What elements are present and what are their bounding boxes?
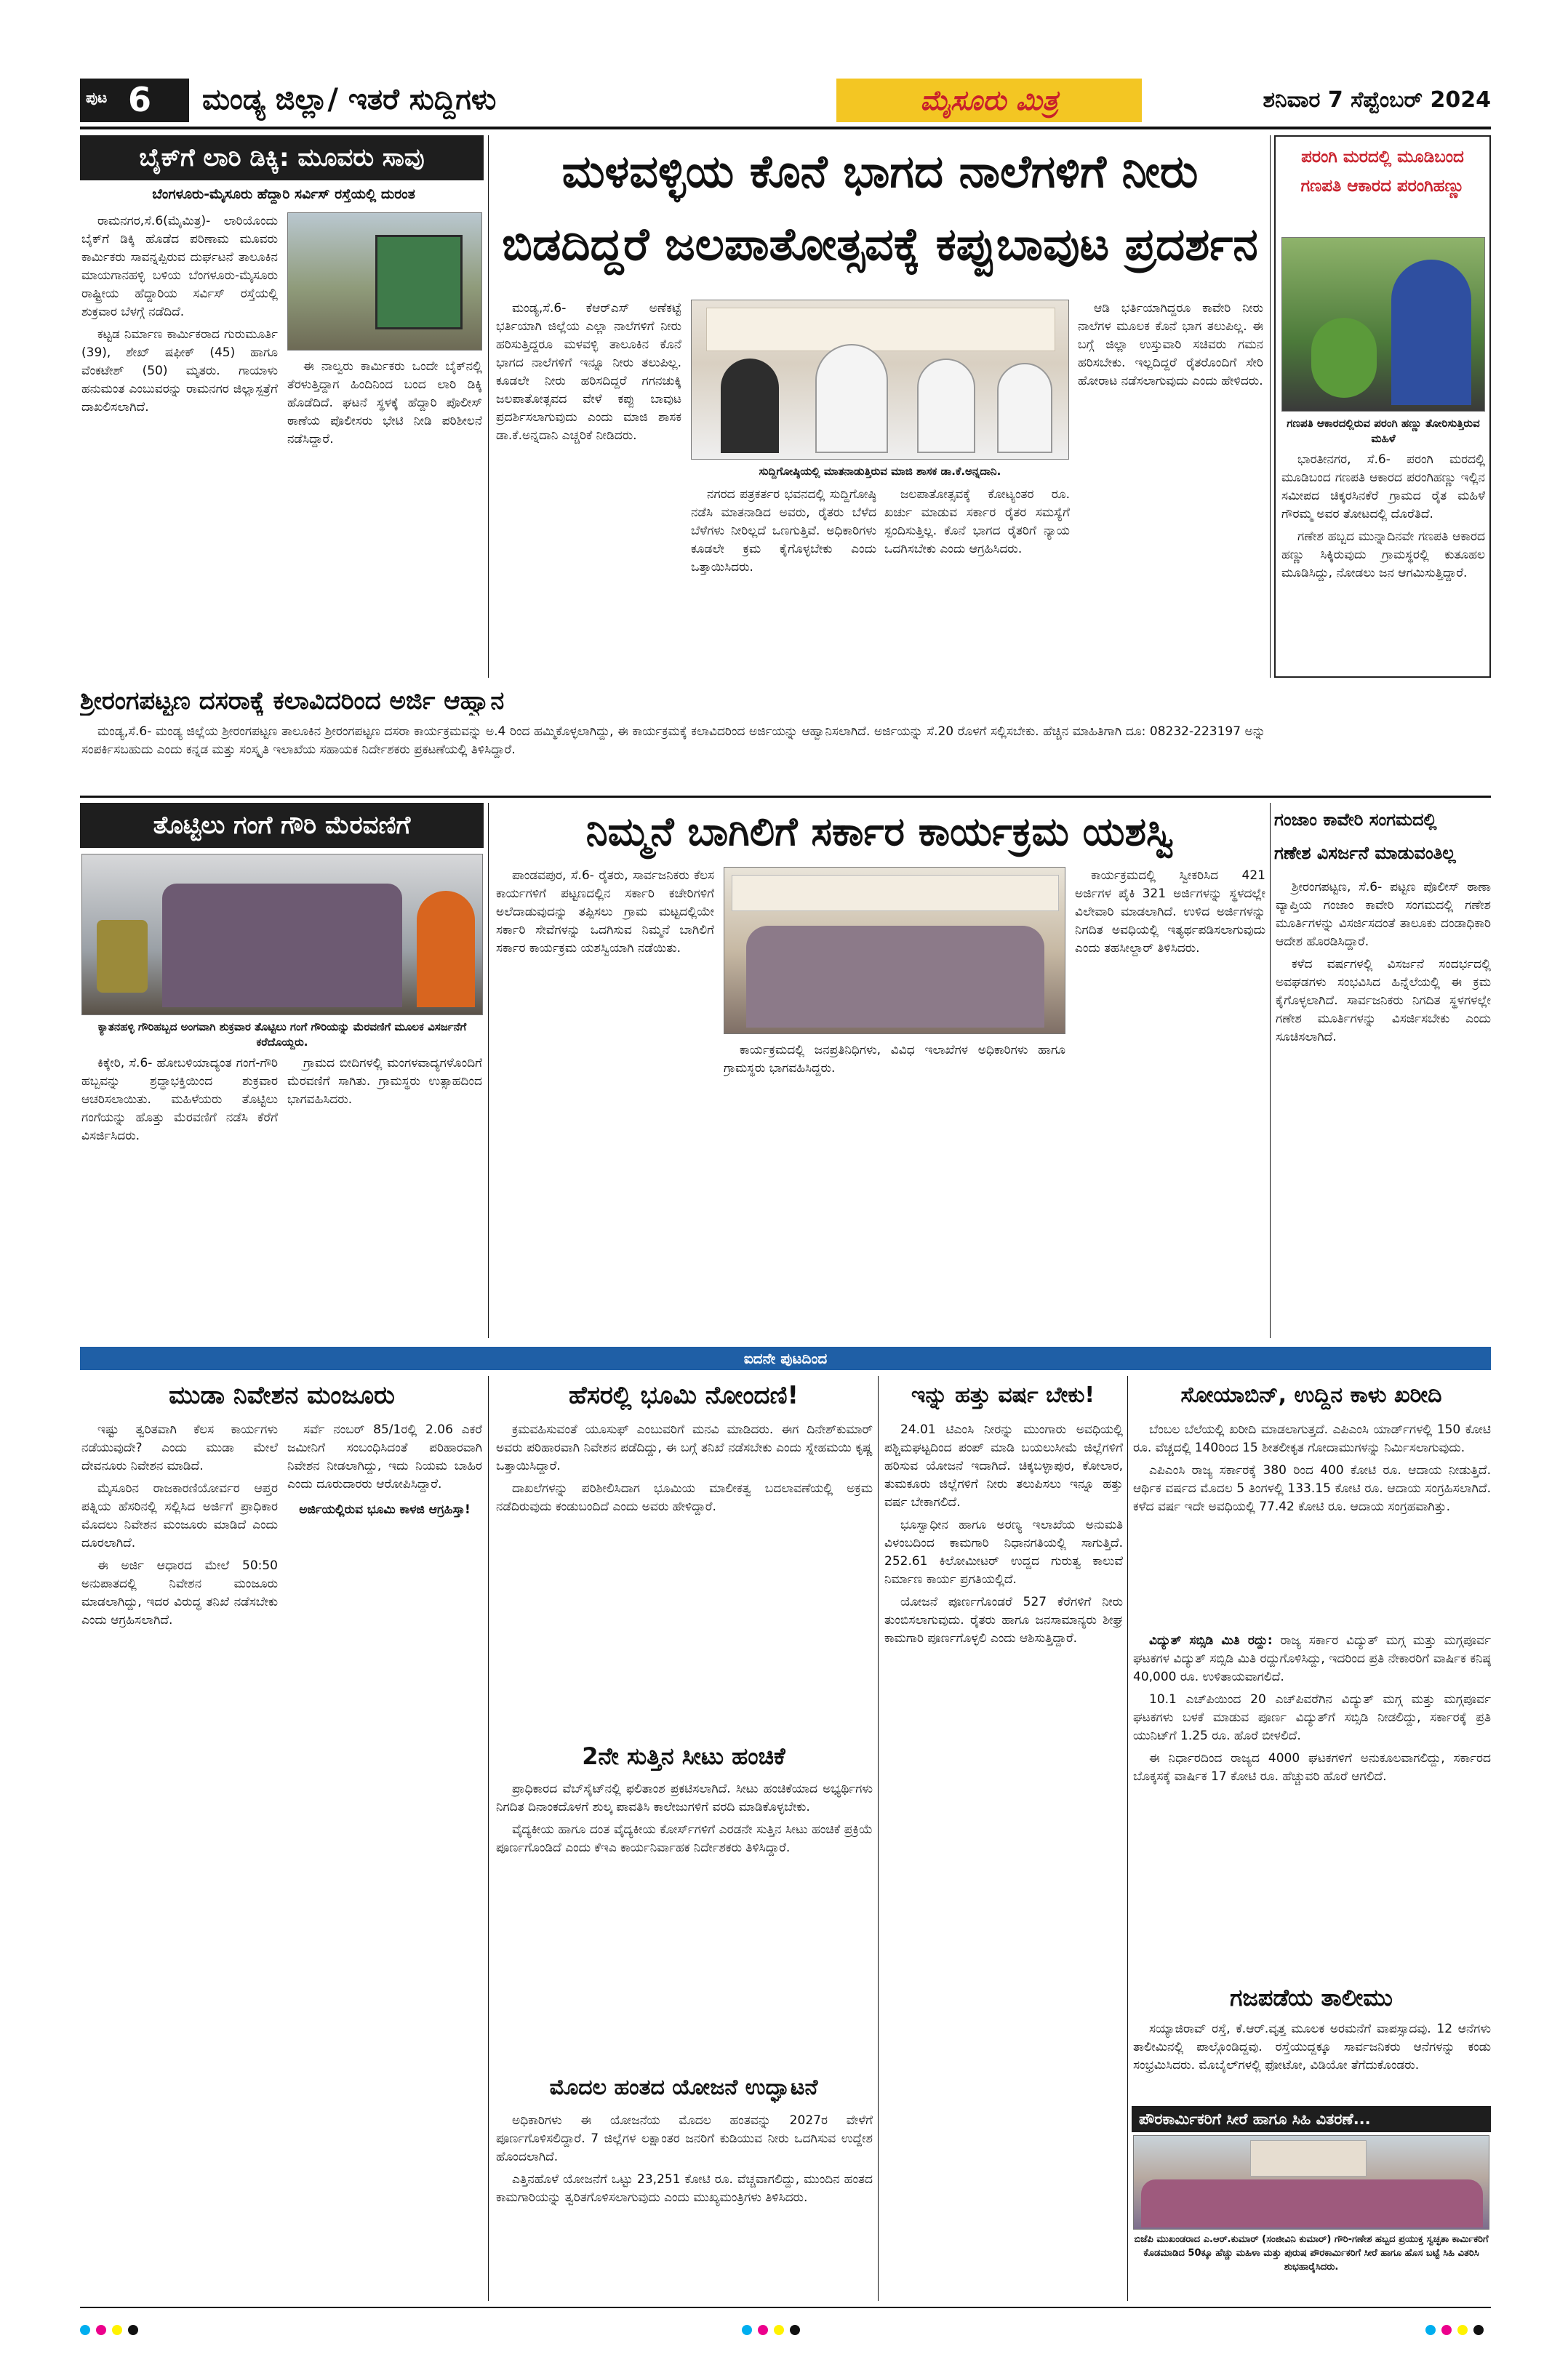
sarkara-banner-shape bbox=[732, 875, 1059, 911]
yojane-headline: ಮೊದಲ ಹಂತದ ಯೋಜನೆ ಉದ್ಘಾಟನೆ bbox=[549, 2075, 818, 2100]
gajapade-body: ಸಯ್ಯಾಜಿರಾವ್ ರಸ್ತೆ, ಕೆ.ಆರ್.ವೃತ್ತ ಮೂಲಕ ಅರಮನೆಗೆ ವಾಪಸ್ಸಾದವು. 12 ಆನೆಗಳು ತಾಲೀಮಿನಲ್ಲಿ ಪಾಲ್ಗೊಂಡಿದ್ದವು. ರಸ್ತೆಯುದ್ದಕ್ಕೂ ಸಾರ್ವಜನಿಕರು ಆನೆಗಳನ್ನು ಕಂಡು ಸಂಭ್ರಮಿಸಿದರು. ಮೊಬೈಲ್‌ಗಳಲ್ಲಿ ಫೋಟೋ, ವಿಡಿಯೋ ತೆಗೆದುಕೊಂಡರು. bbox=[1133, 2022, 1491, 2073]
paper-name: ಮೈಸೂರು ಮಿತ್ರ bbox=[920, 84, 1058, 116]
reg-dot-black bbox=[128, 2325, 138, 2335]
pumpkin-photo bbox=[1281, 237, 1485, 412]
hesaru-body: ಕ್ರಮವಹಿಸುವಂತೆ ಯೂಸುಫ್ ಎಂಬುವರಿಗೆ ಮನವಿ ಮಾಡಿದರು. ಈಗ ದಿನೇಶ್‌ಕುಮಾರ್ ಅವರು ಪರಿಹಾರವಾಗಿ ನಿವೇಶನ ಪಡೆದಿದ್ದು, ಈ ಬಗ್ಗೆ ತನಿಖೆ ನಡೆಸಬೇಕು ಎಂದು ಸ್ನೇಹಮಯಿ ಕೃಷ್ಣ ಒತ್ತಾಯಿಸಿದ್ದಾರೆ. ದಾಖಲೆಗಳನ್ನು ಪರಿಶೀಲಿಸಿದಾಗ ಭೂಮಿಯ ಮಾಲೀಕತ್ವ ಬದಲಾವಣೆಯಲ್ಲಿ ಅಕ್ರಮ ನಡೆದಿರುವುದು ಕಂಡುಬಂದಿದೆ ಎಂದು ಅವರು ಹೇಳಿದ್ದಾರೆ. bbox=[496, 1422, 873, 1514]
reg-dot-cyan bbox=[742, 2325, 752, 2335]
reg-dot-yellow bbox=[112, 2325, 122, 2335]
ten-years-body: 24.01 ಟಿಎಂಸಿ ನೀರನ್ನು ಮುಂಗಾರು ಅವಧಿಯಲ್ಲಿ ಪಶ್ಚಿಮಘಟ್ಟದಿಂದ ಪಂಪ್ ಮಾಡಿ ಬಯಲುಸೀಮೆ ಜಿಲ್ಲೆಗಳಿಗೆ ಹರಿಸುವ ಯೋಜನೆ ಇದಾಗಿದೆ. ಚಿಕ್ಕಬಳ್ಳಾಪುರ, ಕೋಲಾರ, ತುಮಕೂರು ಜಿಲ್ಲೆಗಳಿಗೆ ನೀರು ತಲುಪಿಸಲು ಇನ್ನೂ ಹತ್ತು ವರ್ಷ ಬೇಕಾಗಲಿದೆ. ಭೂಸ್ವಾಧೀನ ಹಾಗೂ ಅರಣ್ಯ ಇಲಾಖೆಯ ಅನುಮತಿ ವಿಳಂಬದಿಂದ ಕಾಮಗಾರಿ ನಿಧಾನಗತಿಯಲ್ಲಿ ಸಾಗುತ್ತಿದೆ. 252.61 ಕಿಲೋಮೀಟರ್ ಉದ್ದದ ಗುರುತ್ವ ಕಾಲುವೆ ನಿರ್ಮಾಣ ಕಾರ್ಯ ಪ್ರಗತಿಯಲ್ಲಿದೆ. ಯೋಜನೆ ಪೂರ್ಣಗೊಂಡರೆ 527 ಕೆರೆಗಳಿಗೆ ನೀರು ತುಂಬಿಸಲಾಗುವುದು. ರೈತರು ಹಾಗೂ ಜನಸಾಮಾನ್ಯರು ಶೀಘ್ರ ಕಾಮಗಾರಿ ಪೂರ್ಣಗೊಳ್ಳಲಿ ಎಂದು ಆಶಿಸುತ್ತಿದ್ದಾರೆ. bbox=[884, 1422, 1123, 1646]
reg-dot-cyan bbox=[1425, 2325, 1436, 2335]
saree-group-shape bbox=[1141, 2179, 1483, 2227]
ganga-photo-caption: ಕ್ಯಾತನಹಳ್ಳಿ ಗೌರಿಹಬ್ಬದ ಅಂಗವಾಗಿ ಶುಕ್ರವಾರ ತೊಟ್ಟಿಲು ಗಂಗೆ ಗೌರಿಯನ್ನು ಮೆರವಣಿಗೆ ಮೂಲಕ ವಿಸರ್ಜನೆಗೆ ಕರೆದೊಯ್ದರು. bbox=[97, 1020, 467, 1049]
pumpkin-fruit-shape bbox=[1311, 318, 1377, 398]
continued-band bbox=[80, 1347, 1491, 1370]
masthead bbox=[80, 79, 1491, 122]
reg-marks-left bbox=[80, 2324, 144, 2339]
lorry-photo bbox=[287, 212, 482, 351]
sarkara-headline: ನಿಮ್ಮನೆ ಬಾಗಿಲಿಗೆ ಸರ್ಕಾರ ಕಾರ್ಯಕ್ರಮ ಯಶಸ್ವಿ bbox=[585, 809, 1175, 854]
lorry-body-col-2: ಈ ನಾಲ್ವರು ಕಾರ್ಮಿಕರು ಒಂದೇ ಬೈಕ್‌ನಲ್ಲಿ ತೆರಳುತ್ತಿದ್ದಾಗ ಹಿಂದಿನಿಂದ ಬಂದ ಲಾರಿ ಡಿಕ್ಕಿ ಹೊಡೆದಿದೆ. ಘಟನೆ ಸ್ಥಳಕ್ಕೆ ಹೆದ್ದಾರಿ ಪೊಲೀಸ್ ಠಾಣೆಯ ಪೊಲೀಸರು ಭೇಟಿ ನೀಡಿ ಪರಿಶೀಲನೆ ನಡೆಸಿದ್ದಾರೆ. bbox=[287, 359, 482, 447]
sarkara-group-shape bbox=[746, 926, 1044, 1028]
continued-label: ಐದನೇ ಪುಟದಿಂದ bbox=[743, 1350, 828, 1367]
dasara-headline: ಶ್ರೀರಂಗಪಟ್ಟಣ ದಸರಾಕ್ಕೆ ಕಲಾವಿದರಿಂದ ಅರ್ಜಿ ಆಹ್ವಾನ bbox=[80, 686, 505, 716]
canal-banner-shape bbox=[706, 308, 1055, 351]
issue-date: ಶನಿವಾರ 7 ಸೆಪ್ಟೆಂಬರ್ 2024 bbox=[1263, 87, 1491, 113]
canal-photo bbox=[691, 300, 1069, 460]
canal-person-3 bbox=[917, 359, 975, 453]
pumpkin-body: ಭಾರತೀನಗರ, ಸೆ.6- ಪರಂಗಿ ಮರದಲ್ಲಿ ಮೂಡಿಬಂದ ಗಣಪತಿ ಆಕಾರದ ಪರಂಗಿಹಣ್ಣು ಇಲ್ಲಿನ ಸಮೀಪದ ಚಿಕ್ಕರಸಿನಕೆರೆ ಗ್ರಾಮದ ರೈತ ಮಹಿಳೆ ಗೌರಮ್ಮ ಅವರ ತೋಟದಲ್ಲಿ ದೊರೆತಿದೆ. ಗಣೇಶ ಹಬ್ಬದ ಮುನ್ನಾದಿನವೇ ಗಣಪತಿ ಆಕಾರದ ಹಣ್ಣು ಸಿಕ್ಕಿರುವುದು ಗ್ರಾಮಸ್ಥರಲ್ಲಿ ಕುತೂಹಲ ಮೂಡಿಸಿದ್ದು, ನೋಡಲು ಜನ ಆಗಮಿಸುತ್ತಿದ್ದಾರೆ. bbox=[1281, 452, 1485, 580]
seat-body: ಪ್ರಾಧಿಕಾರದ ವೆಬ್‌ಸೈಟ್‌ನಲ್ಲಿ ಫಲಿತಾಂಶ ಪ್ರಕಟಿಸಲಾಗಿದೆ. ಸೀಟು ಹಂಚಿಕೆಯಾದ ಅಭ್ಯರ್ಥಿಗಳು ನಿಗದಿತ ದಿನಾಂಕದೊಳಗೆ ಶುಲ್ಕ ಪಾವತಿಸಿ ಕಾಲೇಜುಗಳಿಗೆ ವರದಿ ಮಾಡಿಕೊಳ್ಳಬೇಕು. ವೈದ್ಯಕೀಯ ಹಾಗೂ ದಂತ ವೈದ್ಯಕೀಯ ಕೋರ್ಸ್‌ಗಳಿಗೆ ಎರಡನೇ ಸುತ್ತಿನ ಸೀಟು ಹಂಚಿಕೆ ಪ್ರಕ್ರಿಯೆ ಪೂರ್ಣಗೊಂಡಿದೆ ಎಂದು ಕೆಇಎ ಕಾರ್ಯನಿರ್ವಾಹಕ ನಿರ್ದೇಶಕರು ತಿಳಿಸಿದ್ದಾರೆ. bbox=[496, 1782, 873, 1855]
canal-body-col-2: ನಗರದ ಪತ್ರಕರ್ತರ ಭವನದಲ್ಲಿ ಸುದ್ದಿಗೋಷ್ಠಿ ನಡೆಸಿ ಮಾತನಾಡಿದ ಅವರು, ರೈತರು ಬೆಳೆದ ಬೆಳೆಗಳು ನೀರಿಲ್ಲದೆ ಒಣಗುತ್ತಿವೆ. ಅಧಿಕಾರಿಗಳು ಕೂಡಲೇ ಕ್ರಮ ಕೈಗೊಳ್ಳಬೇಕು ಎಂದು ಒತ್ತಾಯಿಸಿದರು. bbox=[691, 487, 876, 575]
reg-dot-black bbox=[790, 2325, 800, 2335]
yojane-body: ಅಧಿಕಾರಿಗಳು ಈ ಯೋಜನೆಯ ಮೊದಲ ಹಂತವನ್ನು 2027ರ ವೇಳೆಗೆ ಪೂರ್ಣಗೊಳಿಸಲಿದ್ದಾರೆ. 7 ಜಿಲ್ಲೆಗಳ ಲಕ್ಷಾಂತರ ಜನರಿಗೆ ಕುಡಿಯುವ ನೀರು ಒದಗಿಸುವ ಉದ್ದೇಶ ಹೊಂದಲಾಗಿದೆ. ಎತ್ತಿನಹೊಳೆ ಯೋಜನೆಗೆ ಒಟ್ಟು 23,251 ಕೋಟಿ ರೂ. ವೆಚ್ಚವಾಗಲಿದ್ದು, ಮುಂದಿನ ಹಂತದ ಕಾಮಗಾರಿಯನ್ನು ತ್ವರಿತಗೊಳಿಸಲಾಗುವುದು ಎಂದು ಮುಖ್ಯಮಂತ್ರಿಗಳು ತಿಳಿಸಿದರು. bbox=[496, 2113, 873, 2205]
sarkara-body-col-2: ಕಾರ್ಯಕ್ರಮದಲ್ಲಿ ಜನಪ್ರತಿನಿಧಿಗಳು, ವಿವಿಧ ಇಲಾಖೆಗಳ ಅಧಿಕಾರಿಗಳು ಹಾಗೂ ಗ್ರಾಮಸ್ಥರು ಭಾಗವಹಿಸಿದ್ದರು. bbox=[724, 1043, 1065, 1076]
pumpkin-headline: ಪರಂಗಿ ಮರದಲ್ಲಿ ಮೂಡಿಬಂದ ಗಣಪತಿ ಆಕಾರದ ಪರಂಗಿಹಣ್ಣು bbox=[1300, 148, 1465, 196]
reg-dot-black bbox=[1473, 2325, 1484, 2335]
col-rule-4 bbox=[1270, 803, 1271, 1338]
col-rule-6 bbox=[878, 1376, 879, 2301]
dasara-body: ಮಂಡ್ಯ,ಸೆ.6- ಮಂಡ್ಯ ಜಿಲ್ಲೆಯ ಶ್ರೀರಂಗಪಟ್ಟಣ ತಾಲೂಕಿನ ಶ್ರೀರಂಗಪಟ್ಟಣ ದಸರಾ ಕಾರ್ಯಕ್ರಮವನ್ನು ಅ.4 ರಿಂದ ಹಮ್ಮಿಕೊಳ್ಳಲಾಗಿದ್ದು, ಈ ಕಾರ್ಯಕ್ರಮಕ್ಕೆ ಕಲಾವಿದರಿಂದ ಅರ್ಜಿಯನ್ನು ಆಹ್ವಾನಿಸಲಾಗಿದೆ. ಅರ್ಜಿಯನ್ನು ಸೆ.20 ರೊಳಗೆ ಸಲ್ಲಿಸಬೇಕು. ಹೆಚ್ಚಿನ ಮಾಹಿತಿಗಾಗಿ ದೂ: 08232-223197 ಅನ್ನು ಸಂಪರ್ಕಿಸಬಹುದು ಎಂದು ಕನ್ನಡ ಮತ್ತು ಸಂಸ್ಕೃತಿ ಇಲಾಖೆಯ ಸಹಾಯಕ ನಿರ್ದೇಶಕರು ಪ್ರಕಟಣೆಯಲ್ಲಿ ತಿಳಿಸಿದ್ದಾರೆ. bbox=[81, 724, 1265, 757]
ganga-musician-shape bbox=[417, 891, 475, 1007]
soya-headline: ಸೋಯಾಬಿನ್, ಉದ್ದಿನ ಕಾಳು ಖರೀದಿ bbox=[1180, 1382, 1442, 1408]
masthead-rule bbox=[80, 127, 1491, 129]
sarkara-photo bbox=[724, 867, 1065, 1034]
seat-headline: 2ನೇ ಸುತ್ತಿನ ಸೀಟು ಹಂಚಿಕೆ bbox=[582, 1742, 785, 1770]
reg-dot-cyan bbox=[80, 2325, 90, 2335]
ganga-drum-shape bbox=[97, 920, 148, 993]
page-number: 6 bbox=[128, 80, 152, 119]
power-lead: ವಿದ್ಯುತ್ ಸಬ್ಸಿಡಿ ಮಿತಿ ರದ್ದು: bbox=[1149, 1633, 1273, 1648]
page-label: ಪುಟ bbox=[86, 89, 108, 106]
saree-building-shape bbox=[1250, 2140, 1367, 2177]
bottom-rule bbox=[80, 2307, 1491, 2308]
reg-dot-magenta bbox=[758, 2325, 768, 2335]
muda-body-col-1: ಇಷ್ಟು ತ್ವರಿತವಾಗಿ ಕೆಲಸ ಕಾರ್ಯಗಳು ನಡೆಯುವುದೇ? ಎಂದು ಮುಡಾ ಮೇಲೆ ದೇವನೂರು ನಿವೇಶನ ಮಾಡಿದೆ. ಮೈಸೂರಿನ ರಾಜಕಾರಣಿಯೋರ್ವರ ಆಪ್ತರ ಪತ್ನಿಯ ಹೆಸರಿನಲ್ಲಿ ಸಲ್ಲಿಸಿದ ಅರ್ಜಿಗೆ ಪ್ರಾಧಿಕಾರ ಮೊದಲು ನಿವೇಶನ ಮಂಜೂರು ಮಾಡಿದೆ ಎಂದು ದೂರಲಾಗಿದೆ. ಈ ಅರ್ಜಿ ಆಧಾರದ ಮೇಲೆ 50:50 ಅನುಪಾತದಲ್ಲಿ ನಿವೇಶನ ಮಂಜೂರು ಮಾಡಲಾಗಿದ್ದು, ಇದರ ವಿರುದ್ಧ ತನಿಖೆ ನಡೆಸಬೇಕು ಎಂದು ಆಗ್ರಹಿಸಲಾಗಿದೆ. bbox=[81, 1422, 278, 1628]
ten-years-headline: ಇನ್ನು ಹತ್ತು ವರ್ಷ ಬೇಕು! bbox=[911, 1382, 1095, 1408]
sarkara-body-col-1: ಪಾಂಡವಪುರ, ಸೆ.6- ರೈತರು, ಸಾರ್ವಜನಿಕರು ಕೆಲಸ ಕಾರ್ಯಗಳಿಗೆ ಪಟ್ಟಣದಲ್ಲಿನ ಸರ್ಕಾರಿ ಕಚೇರಿಗಳಿಗೆ ಅಲೆದಾಡುವುದನ್ನು ತಪ್ಪಿಸಲು ಗ್ರಾಮ ಮಟ್ಟದಲ್ಲಿಯೇ ಸರ್ಕಾರಿ ಸೇವೆಗಳನ್ನು ಒದಗಿಸುವ ನಿಮ್ಮನೆ ಬಾಗಿಲಿಗೆ ಸರ್ಕಾರ ಕಾರ್ಯಕ್ರಮ ಯಶಸ್ವಿಯಾಗಿ ನಡೆಯಿತು. bbox=[496, 868, 714, 956]
muda-headline: ಮುಡಾ ನಿವೇಶನ ಮಂಜೂರು bbox=[169, 1381, 395, 1410]
reg-dot-magenta bbox=[96, 2325, 106, 2335]
hesaru-headline: ಹೆಸರಲ್ಲಿ ಭೂಮಿ ನೋಂದಣಿ! bbox=[568, 1381, 799, 1410]
lorry-truck-shape bbox=[375, 235, 463, 329]
col-rule-3 bbox=[488, 803, 489, 1338]
col-rule-5 bbox=[488, 1376, 489, 2301]
page-number-box bbox=[80, 79, 189, 122]
canal-photo-caption: ಸುದ್ದಿಗೋಷ್ಠಿಯಲ್ಲಿ ಮಾತನಾಡುತ್ತಿರುವ ಮಾಜಿ ಶಾಸಕ ಡಾ.ಕೆ.ಅನ್ನದಾನಿ. bbox=[759, 465, 1001, 478]
ganjam-body: ಶ್ರೀರಂಗಪಟ್ಟಣ, ಸೆ.6- ಪಟ್ಟಣ ಪೊಲೀಸ್ ಠಾಣಾ ವ್ಯಾಪ್ತಿಯ ಗಂಜಾಂ ಕಾವೇರಿ ಸಂಗಮದಲ್ಲಿ ಗಣೇಶ ಮೂರ್ತಿಗಳನ್ನು ವಿಸರ್ಜಿಸದಂತೆ ತಾಲೂಕು ದಂಡಾಧಿಕಾರಿ ಆದೇಶ ಹೊರಡಿಸಿದ್ದಾರೆ. ಕಳೆದ ವರ್ಷಗಳಲ್ಲಿ ವಿಸರ್ಜನೆ ಸಂದರ್ಭದಲ್ಲಿ ಅವಘಡಗಳು ಸಂಭವಿಸಿದ ಹಿನ್ನೆಲೆಯಲ್ಲಿ ಈ ಕ್ರಮ ಕೈಗೊಳ್ಳಲಾಗಿದೆ. ಸಾರ್ವಜನಿಕರು ನಿಗದಿತ ಸ್ಥಳಗಳಲ್ಲೇ ಗಣೇಶ ಮೂರ್ತಿಗಳನ್ನು ವಿಸರ್ಜಿಸಬೇಕು ಎಂದು ಸೂಚಿಸಲಾಗಿದೆ. bbox=[1276, 880, 1491, 1044]
lorry-subhead: ಬೆಂಗಳೂರು-ಮೈಸೂರು ಹೆದ್ದಾರಿ ಸರ್ವಿಸ್ ರಸ್ತೆಯಲ್ಲಿ ದುರಂತ bbox=[152, 186, 415, 202]
ganjam-headline: ಗಂಜಾಂ ಕಾವೇರಿ ಸಂಗಮದಲ್ಲಿ ಗಣೇಶ ವಿಸರ್ಜನೆ ಮಾಡುವಂತಿಲ್ಲ bbox=[1274, 809, 1456, 863]
ganga-photo bbox=[81, 854, 483, 1015]
canal-headline: ಮಳವಳ್ಳಿಯ ಕೊನೆ ಭಾಗದ ನಾಲೆಗಳಿಗೆ ನೀರು ಬಿಡದಿದ್ದರೆ ಜಲಪಾತೋತ್ಸವಕ್ಕೆ ಕಪ್ಪುಬಾವುಟ ಪ್ರದರ್ಶನ bbox=[502, 145, 1258, 271]
canal-body-col-3: ಜಲಪಾತೋತ್ಸವಕ್ಕೆ ಕೋಟ್ಯಂತರ ರೂ. ಖರ್ಚು ಮಾಡುವ ಸರ್ಕಾರ ರೈತರ ಸಮಸ್ಯೆಗೆ ಸ್ಪಂದಿಸುತ್ತಿಲ್ಲ. ಕೊನೆ ಭಾಗದ ರೈತರಿಗೆ ನ್ಯಾಯ ಒದಗಿಸಬೇಕು ಎಂದು ಆಗ್ರಹಿಸಿದರು. bbox=[884, 487, 1070, 556]
paper-logo bbox=[836, 79, 1142, 122]
pumpkin-photo-caption: ಗಣಪತಿ ಆಕಾರದಲ್ಲಿರುವ ಪರಂಗಿ ಹಣ್ಣು ತೋರಿಸುತ್ತಿರುವ ಮಹಿಳೆ bbox=[1287, 417, 1480, 445]
lorry-body-col-1: ರಾಮನಗರ,ಸೆ.6(ಮೈಮಿತ್ರ)- ಲಾರಿಯೊಂದು ಬೈಕ್‌ಗೆ ಡಿಕ್ಕಿ ಹೊಡೆದ ಪರಿಣಾಮ ಮೂವರು ಕಾರ್ಮಿಕರು ಸಾವನ್ನಪ್ಪಿರುವ ದುರ್ಘಟನೆ ತಾಲೂಕಿನ ಮಾಯಗಾನಹಳ್ಳಿ ಬಳಿಯ ಬೆಂಗಳೂರು-ಮೈಸೂರು ರಾಷ್ಟ್ರೀಯ ಹೆದ್ದಾರಿಯ ಸರ್ವಿಸ್ ರಸ್ತೆಯಲ್ಲಿ ಶುಕ್ರವಾರ ಬೆಳಗ್ಗೆ ನಡೆದಿದೆ. ಕಟ್ಟಡ ನಿರ್ಮಾಣ ಕಾರ್ಮಿಕರಾದ ಗುರುಮೂರ್ತಿ (39), ಶೇಖ್ ಷಫೀಕ್ (45) ಹಾಗೂ ವೆಂಕಟೇಶ್ (50) ಮೃತರು. ಗಾಯಾಳು ಹನುಮಂತ ಎಂಬುವರನ್ನು ರಾಮನಗರ ಜಿಲ್ಲಾಸ್ಪತ್ರೆಗೆ ದಾಖಲಿಸಲಾಗಿದೆ. bbox=[81, 214, 278, 415]
section-title: ಮಂಡ್ಯ ಜಿಲ್ಲಾ/ ಇತರೆ ಸುದ್ದಿಗಳು bbox=[202, 83, 497, 116]
canal-person-2 bbox=[815, 344, 888, 453]
soya-body: ಬೆಂಬಲ ಬೆಲೆಯಲ್ಲಿ ಖರೀದಿ ಮಾಡಲಾಗುತ್ತದೆ. ಎಪಿಎಂಸಿ ಯಾರ್ಡ್‌ಗಳಲ್ಲಿ 150 ಕೋಟಿ ರೂ. ವೆಚ್ಚದಲ್ಲಿ 140ರಿಂದ 15 ಶೀತಲೀಕೃತ ಗೋದಾಮುಗಳನ್ನು ನಿರ್ಮಿಸಲಾಗುವುದು. ಎಪಿಎಂಸಿ ರಾಜ್ಯ ಸರ್ಕಾರಕ್ಕೆ 380 ರಿಂದ 400 ಕೋಟಿ ರೂ. ಆದಾಯ ನೀಡುತ್ತಿದೆ. ಆರ್ಥಿಕ ವರ್ಷದ ಮೊದಲ 5 ತಿಂಗಳಲ್ಲಿ 133.15 ಕೋಟಿ ರೂ. ಆದಾಯ ಸಂಗ್ರಹಿಸಲಾಗಿದೆ. ಕಳೆದ ವರ್ಷ ಇದೇ ಅವಧಿಯಲ್ಲಿ 77.42 ಕೋಟಿ ರೂ. ಆದಾಯ ಸಂಗ್ರಹವಾಗಿತ್ತು. bbox=[1133, 1422, 1491, 1514]
reg-dot-yellow bbox=[1457, 2325, 1468, 2335]
power-body: ವಿದ್ಯುತ್ ಸಬ್ಸಿಡಿ ಮಿತಿ ರದ್ದು: ರಾಜ್ಯ ಸರ್ಕಾರ ವಿದ್ಯುತ್ ಮಗ್ಗ ಮತ್ತು ಮಗ್ಗಪೂರ್ವ ಘಟಕಗಳ ವಿದ್ಯುತ್ ಸಬ್ಸಿಡಿ ಮಿತಿ ರದ್ದುಗೊಳಿಸಿದ್ದು, ಇದರಿಂದ ಪ್ರತಿ ನೇಕಾರರಿಗೆ ವಾರ್ಷಿಕ ಕನಿಷ್ಠ 40,000 ರೂ. ಉಳಿತಾಯವಾಗಲಿದೆ. 10.1 ಎಚ್‌ಪಿಯಿಂದ 20 ಎಚ್‌ಪಿವರೆಗಿನ ವಿದ್ಯುತ್ ಮಗ್ಗ ಮತ್ತು ಮಗ್ಗಪೂರ್ವ ಘಟಕಗಳು ಬಳಕೆ ಮಾಡುವ ಪೂರ್ಣ ವಿದ್ಯುತ್‌ಗೆ ಸಬ್ಸಿಡಿ ನೀಡಲಿದ್ದು, ಸರ್ಕಾರಕ್ಕೆ ಪ್ರತಿ ಯುನಿಟ್‌ಗೆ 1.25 ರೂ. ಹೊರೆ ಬೀಳಲಿದೆ. ಈ ನಿರ್ಧಾರದಿಂದ ರಾಜ್ಯದ 4000 ಘಟಕಗಳಿಗೆ ಅನುಕೂಲವಾಗಲಿದ್ದು, ಸರ್ಕಾರದ ಬೊಕ್ಕಸಕ್ಕೆ ವಾರ್ಷಿಕ 17 ಕೋಟಿ ರೂ. ಹೆಚ್ಚುವರಿ ಹೊರೆ ಆಗಲಿದೆ. bbox=[1133, 1633, 1491, 1784]
lorry-headline: ಬೈಕ್‌ಗೆ ಲಾರಿ ಡಿಕ್ಕಿ: ಮೂವರು ಸಾವು bbox=[80, 135, 484, 180]
canal-person-1 bbox=[721, 359, 779, 453]
col-rule-2 bbox=[1270, 135, 1271, 678]
saree-photo bbox=[1133, 2135, 1489, 2230]
reg-marks-right bbox=[1425, 2324, 1489, 2339]
gajapade-headline: ಗಜಪಡೆಯ ತಾಲೀಮು bbox=[1230, 1984, 1393, 2011]
col-rule-7 bbox=[1127, 1376, 1128, 2301]
ganga-headline: ತೊಟ್ಟಿಲು ಗಂಗೆ ಗೌರಿ ಮೆರವಣಿಗೆ bbox=[80, 803, 484, 848]
ganga-body-col-1: ಕಿಕ್ಕೇರಿ, ಸೆ.6- ಹೋಬಳಿಯಾದ್ಯಂತ ಗಂಗೆ-ಗೌರಿ ಹಬ್ಬವನ್ನು ಶ್ರದ್ಧಾಭಕ್ತಿಯಿಂದ ಶುಕ್ರವಾರ ಆಚರಿಸಲಾಯಿತು. ಮಹಿಳೆಯರು ತೊಟ್ಟಿಲು ಗಂಗೆಯನ್ನು ಹೊತ್ತು ಮೆರವಣಿಗೆ ನಡೆಸಿ ಕೆರೆಗೆ ವಿಸರ್ಜಿಸಿದರು. bbox=[81, 1056, 278, 1143]
pumpkin-woman-shape bbox=[1391, 260, 1471, 405]
muda-subhead: ಅರ್ಜಿಯಲ್ಲಿರುವ ಭೂಮಿ ಕಾಳಜಿ ಆಗ್ರಹಿಸ್ತಾ! bbox=[299, 1502, 471, 1517]
col-rule-1 bbox=[488, 135, 489, 678]
row1-rule bbox=[80, 796, 1491, 798]
canal-body-col-4: ಆಡಿ ಭರ್ತಿಯಾಗಿದ್ದರೂ ಕಾವೇರಿ ನೀರು ನಾಲೆಗಳ ಮೂಲಕ ಕೊನೆ ಭಾಗ ತಲುಪಿಲ್ಲ. ಈ ಬಗ್ಗೆ ಜಿಲ್ಲಾ ಉಸ್ತುವಾರಿ ಸಚಿವರು ಗಮನ ಹರಿಸಬೇಕು. ಇಲ್ಲದಿದ್ದರೆ ರೈತರೊಂದಿಗೆ ಸೇರಿ ಹೋರಾಟ ನಡೆಸಲಾಗುವುದು ಎಂದು ಹೇಳಿದರು. bbox=[1078, 301, 1263, 388]
pumpkin-box bbox=[1274, 135, 1491, 678]
canal-body-col-1: ಮಂಡ್ಯ,ಸೆ.6- ಕೆಆರ್‌ಎಸ್ ಅಣೆಕಟ್ಟೆ ಭರ್ತಿಯಾಗಿ ಜಿಲ್ಲೆಯ ಎಲ್ಲಾ ನಾಲೆಗಳಿಗೆ ನೀರು ಹರಿಸುತ್ತಿದ್ದರೂ ಮಳವಳ್ಳಿ ತಾಲೂಕಿನ ಕೊನೆ ಭಾಗದ ನಾಲೆಗಳಿಗೆ ಇನ್ನೂ ನೀರು ತಲುಪಿಲ್ಲ. ಕೂಡಲೇ ನೀರು ಹರಿಸದಿದ್ದರೆ ಗಗನಚುಕ್ಕಿ ಜಲಪಾತೋತ್ಸವದ ವೇಳೆ ಕಪ್ಪು ಬಾವುಟ ಪ್ರದರ್ಶಿಸಲಾಗುವುದು ಎಂದು ಮಾಜಿ ಶಾಸಕ ಡಾ.ಕೆ.ಅನ್ನದಾನಿ ಎಚ್ಚರಿಕೆ ನೀಡಿದರು. bbox=[496, 301, 681, 443]
saree-headline: ಪೌರಕಾರ್ಮಿಕರಿಗೆ ಸೀರೆ ಹಾಗೂ ಸಿಹಿ ವಿತರಣೆ... bbox=[1132, 2106, 1491, 2132]
canal-person-4 bbox=[997, 363, 1052, 453]
ganga-body-col-2: ಗ್ರಾಮದ ಬೀದಿಗಳಲ್ಲಿ ಮಂಗಳವಾದ್ಯಗಳೊಂದಿಗೆ ಮೆರವಣಿಗೆ ಸಾಗಿತು. ಗ್ರಾಮಸ್ಥರು ಉತ್ಸಾಹದಿಂದ ಭಾಗವಹಿಸಿದರು. bbox=[287, 1056, 482, 1107]
muda-body-col-2: ಸರ್ವೆ ನಂಬರ್ 85/1ರಲ್ಲಿ 2.06 ಎಕರೆ ಜಮೀನಿಗೆ ಸಂಬಂಧಿಸಿದಂತೆ ಪರಿಹಾರವಾಗಿ ನಿವೇಶನ ನೀಡಲಾಗಿದ್ದು, ಇದು ನಿಯಮ ಬಾಹಿರ ಎಂದು ದೂರುದಾರರು ಆರೋಪಿಸಿದ್ದಾರೆ. ಅರ್ಜಿಯಲ್ಲಿರುವ ಭೂಮಿ ಕಾಳಜಿ ಆಗ್ರಹಿಸ್ತಾ! bbox=[287, 1421, 482, 2301]
reg-dot-magenta bbox=[1441, 2325, 1452, 2335]
sarkara-body-col-3: ಕಾರ್ಯಕ್ರಮದಲ್ಲಿ ಸ್ವೀಕರಿಸಿದ 421 ಅರ್ಜಿಗಳ ಪೈಕಿ 321 ಅರ್ಜಿಗಳನ್ನು ಸ್ಥಳದಲ್ಲೇ ವಿಲೇವಾರಿ ಮಾಡಲಾಗಿದೆ. ಉಳಿದ ಅರ್ಜಿಗಳನ್ನು ನಿಗದಿತ ಅವಧಿಯಲ್ಲಿ ಇತ್ಯರ್ಥಪಡಿಸಲಾಗುವುದು ಎಂದು ತಹಸೀಲ್ದಾರ್ ತಿಳಿಸಿದರು. bbox=[1075, 868, 1265, 956]
reg-marks-center bbox=[742, 2324, 806, 2339]
reg-dot-yellow bbox=[774, 2325, 784, 2335]
saree-photo-caption: ಬಿಜೆಪಿ ಮುಖಂಡರಾದ ಎ.ಆರ್.ಕುಮಾರ್ (ಸಂಜೀವಿನಿ ಕುಮಾರ್) ಗೌರಿ-ಗಣೇಶ ಹಬ್ಬದ ಪ್ರಯುಕ್ತ ಸ್ವಚ್ಛತಾ ಕಾರ್ಮಿಕರಿಗೆ ಕೊಡಮಾಡಿದ 50ಕ್ಕೂ ಹೆಚ್ಚು ಮಹಿಳಾ ಮತ್ತು ಪುರುಷ ಪೌರಕಾರ್ಮಿಕರಿಗೆ ಸೀರೆ ಹಾಗೂ ಹೊಸ ಬಟ್ಟೆ ಸಿಹಿ ವಿತರಿಸಿ ಶುಭಹಾರೈಸಿದರು. bbox=[1134, 2234, 1489, 2273]
ganga-crowd-shape bbox=[162, 884, 402, 1007]
